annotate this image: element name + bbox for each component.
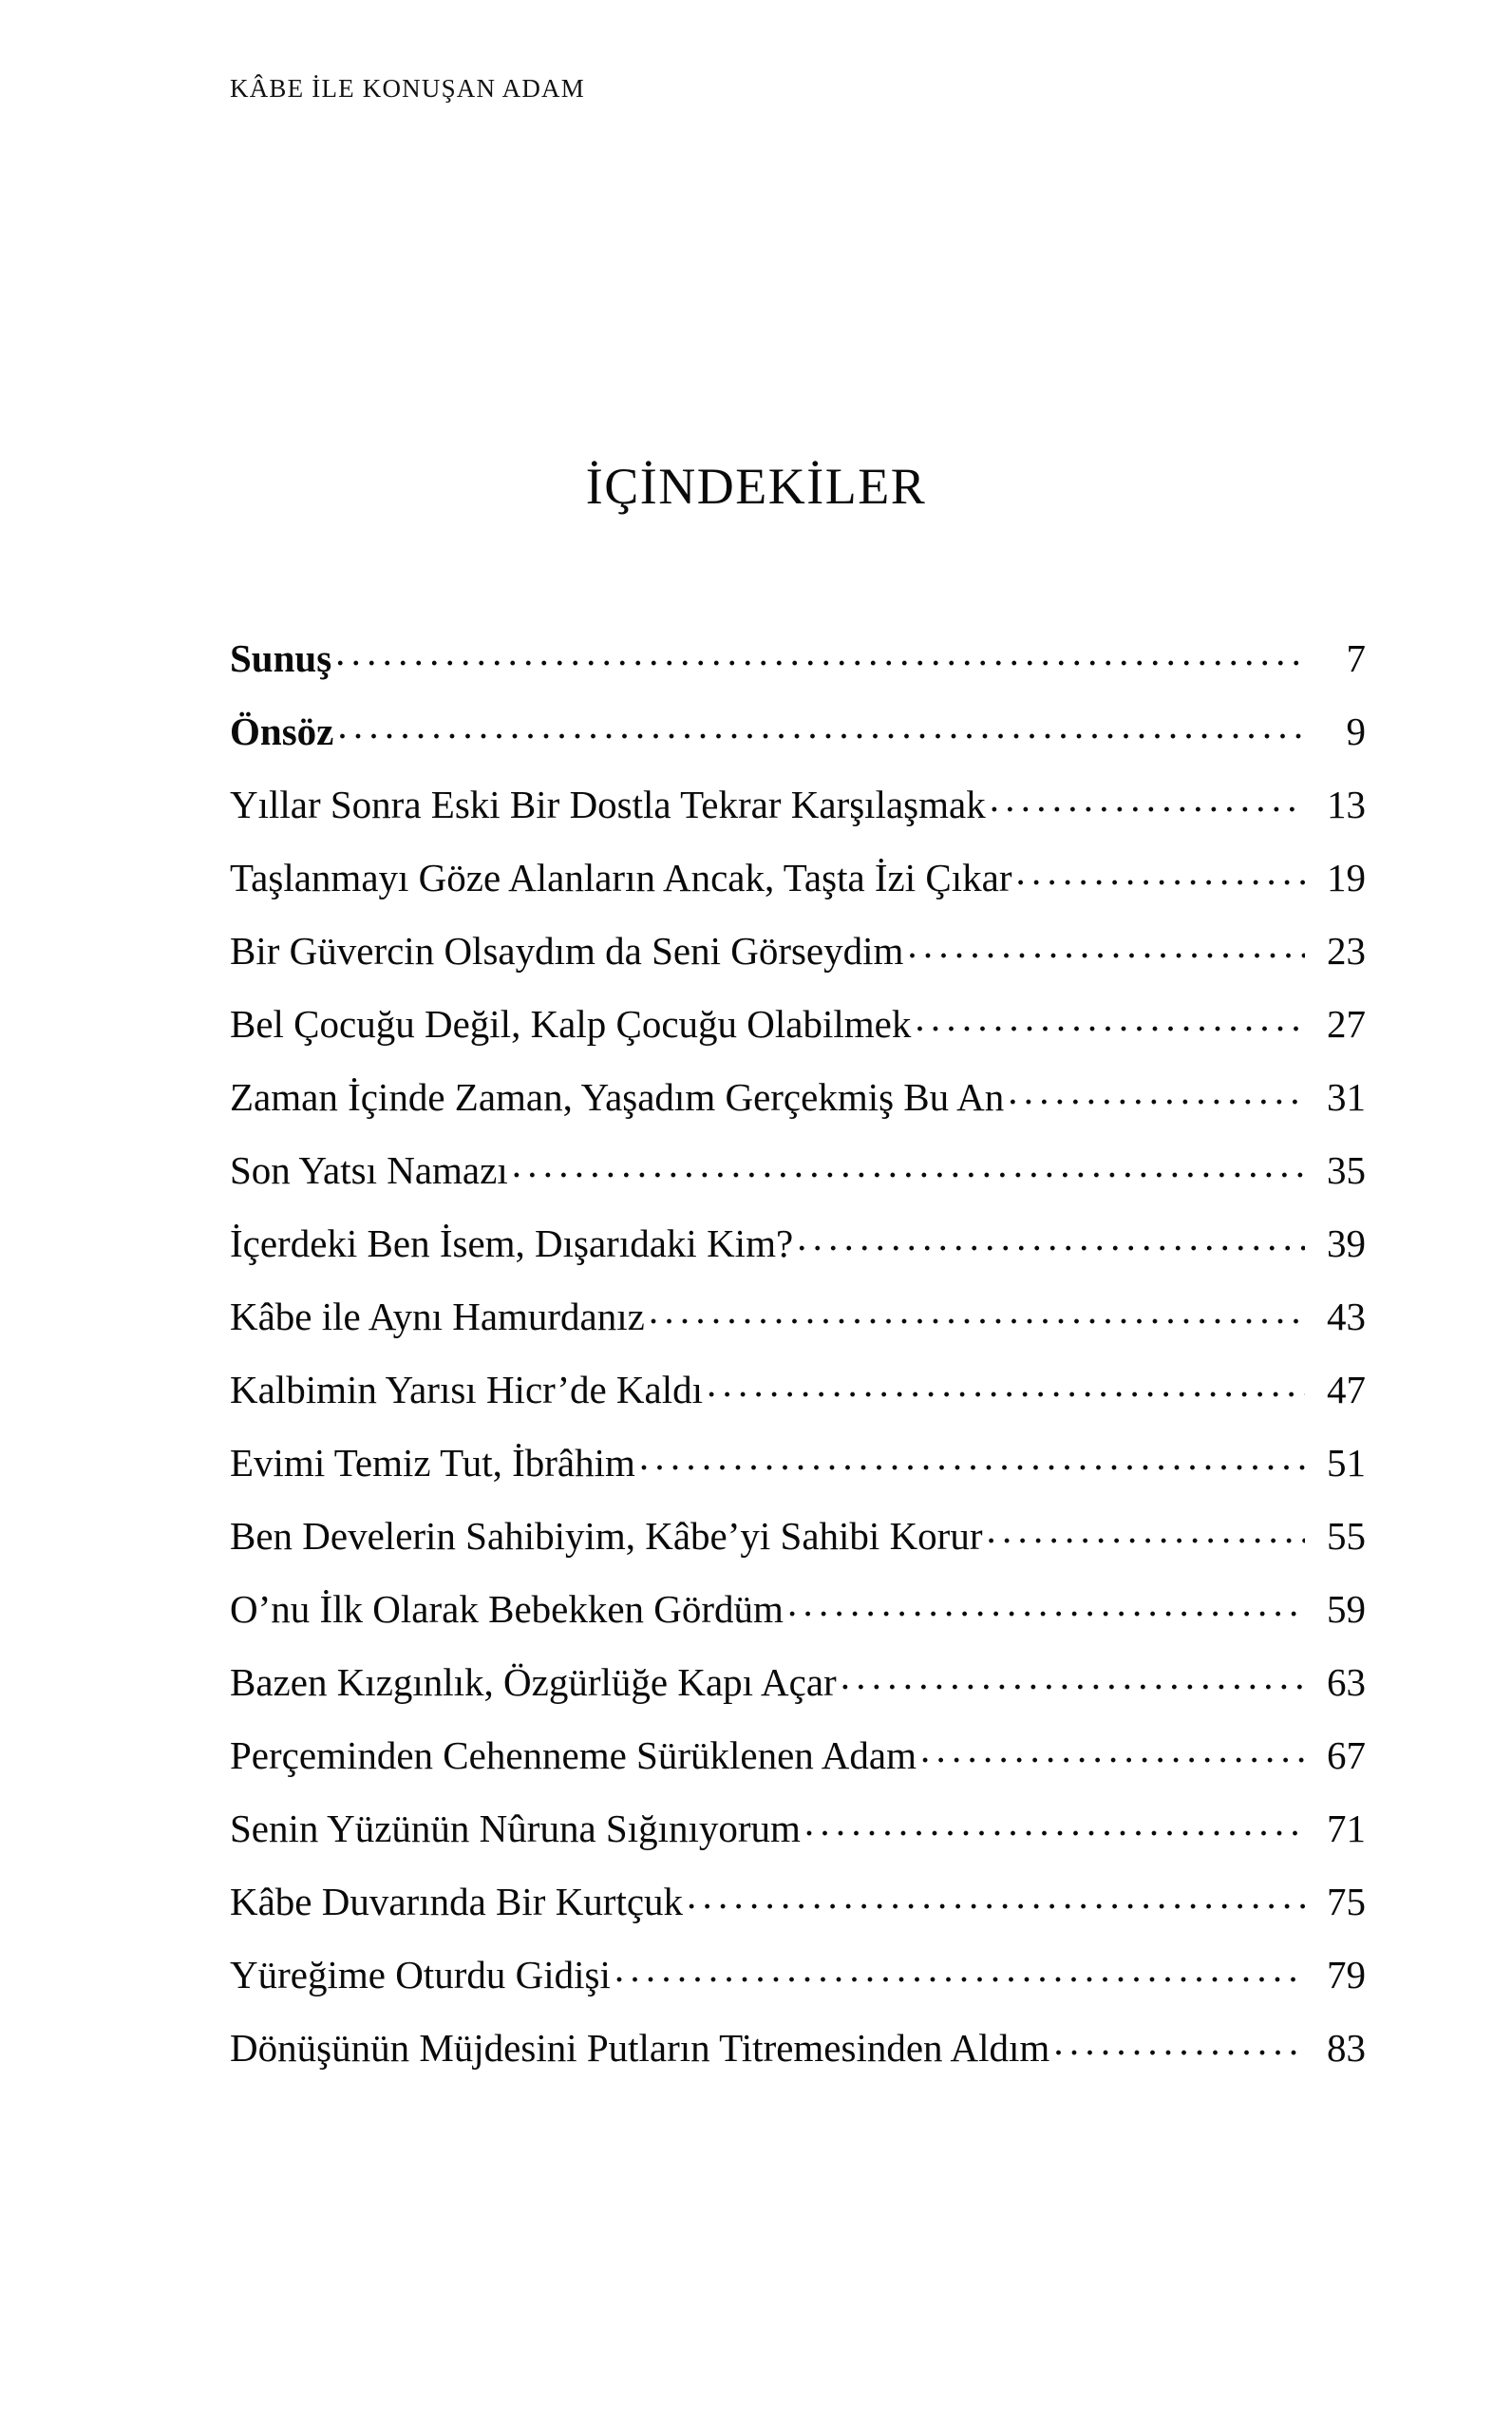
toc-entry-page-number: 39 [1327, 1221, 1366, 1265]
toc-entry-label: Son Yatsı Namazı [230, 1148, 508, 1192]
toc-dot-leader [907, 925, 1305, 964]
toc-entry-page-number: 83 [1327, 2026, 1366, 2070]
toc-dot-leader [1015, 852, 1305, 891]
toc-entry-label: İçerdeki Ben İsem, Dışarıdaki Kim? [230, 1221, 794, 1265]
toc-entry[interactable] [230, 695, 1366, 768]
toc-entry[interactable] [230, 1719, 1366, 1792]
toc-entry[interactable] [230, 1134, 1366, 1207]
toc-entry-label: Bir Güvercin Olsaydım da Seni Görseydim [230, 929, 904, 973]
toc-entry-label: Önsöz [230, 710, 334, 753]
toc-entry-page-number: 7 [1346, 636, 1366, 680]
toc-entry[interactable] [230, 1939, 1366, 2012]
toc-entry[interactable] [230, 842, 1366, 915]
toc-dot-leader [797, 1218, 1305, 1257]
toc-entry-label: Kâbe ile Aynı Hamurdanız [230, 1295, 645, 1338]
toc-dot-leader [1008, 1071, 1305, 1110]
toc-entry[interactable] [230, 1427, 1366, 1500]
toc-entry[interactable] [230, 1500, 1366, 1573]
toc-entry[interactable] [230, 1280, 1366, 1353]
toc-entry-page-number: 67 [1327, 1733, 1366, 1777]
toc-entry-page-number: 31 [1327, 1075, 1366, 1119]
toc-dot-leader [335, 633, 1305, 672]
toc-entry[interactable] [230, 1646, 1366, 1719]
toc-dot-leader [707, 1364, 1305, 1403]
toc-entry-page-number: 55 [1327, 1514, 1366, 1558]
toc-entry-page-number: 79 [1327, 1953, 1366, 1996]
toc-entry-label: Yüreğime Oturdu Gidişi [230, 1953, 611, 1996]
toc-entry[interactable] [230, 1865, 1366, 1939]
toc-entry[interactable] [230, 915, 1366, 988]
toc-entry-label: Yıllar Sonra Eski Bir Dostla Tekrar Karşılaşmak [230, 783, 986, 826]
toc-entry-page-number: 59 [1327, 1587, 1366, 1631]
toc-entry-page-number: 19 [1327, 856, 1366, 899]
running-header: KÂBE İLE KONUŞAN ADAM [230, 74, 585, 103]
toc-entry-label: Evimi Temiz Tut, İbrâhim [230, 1441, 635, 1485]
toc-entry-label: Sunuş [230, 636, 332, 680]
toc-entry[interactable] [230, 1353, 1366, 1427]
toc-entry-label: O’nu İlk Olarak Bebekken Gördüm [230, 1587, 784, 1631]
toc-entry-label: Dönüşünün Müjdesini Putların Titremesinden Aldım [230, 2026, 1050, 2070]
toc-entry-page-number: 71 [1327, 1807, 1366, 1850]
toc-dot-leader [920, 1730, 1305, 1769]
toc-entry-label: Kâbe Duvarında Bir Kurtçuk [230, 1880, 684, 1923]
toc-dot-leader [804, 1803, 1305, 1842]
page-title: İÇİNDEKİLER [585, 458, 927, 515]
toc-entry-page-number: 47 [1327, 1368, 1366, 1411]
toc-entry-label: Bazen Kızgınlık, Özgürlüğe Kapı Açar [230, 1660, 837, 1704]
toc-entry-page-number: 51 [1327, 1441, 1366, 1485]
toc-entry[interactable] [230, 1207, 1366, 1280]
toc-entry-label: Zaman İçinde Zaman, Yaşadım Gerçekmiş Bu An [230, 1075, 1005, 1119]
toc-entry-label: Bel Çocuğu Değil, Kalp Çocuğu Olabilmek [230, 1002, 912, 1046]
toc-dot-leader [687, 1876, 1305, 1915]
toc-entry-page-number: 75 [1327, 1880, 1366, 1923]
toc-entry[interactable] [230, 1061, 1366, 1134]
toc-entry-page-number: 35 [1327, 1148, 1366, 1192]
toc-entry-label: Senin Yüzünün Nûruna Sığınıyorum [230, 1807, 801, 1850]
toc-entry-page-number: 27 [1327, 1002, 1366, 1046]
toc-entry-label: Kalbimin Yarısı Hicr’de Kaldı [230, 1368, 704, 1411]
toc-entry-page-number: 9 [1346, 710, 1366, 753]
toc-dot-leader [639, 1437, 1305, 1476]
toc-dot-leader [337, 706, 1305, 745]
toc-entry-label: Ben Develerin Sahibiyim, Kâbe’yi Sahibi Korur [230, 1514, 983, 1558]
toc-entry[interactable] [230, 988, 1366, 1061]
toc-dot-leader [915, 998, 1305, 1037]
toc-entry-page-number: 13 [1327, 783, 1366, 826]
toc-dot-leader [841, 1656, 1305, 1695]
toc-dot-leader [1053, 2022, 1305, 2061]
toc-dot-leader [990, 779, 1305, 818]
toc-list [230, 622, 1366, 2085]
toc-entry-label: Perçeminden Cehenneme Sürüklenen Adam [230, 1733, 917, 1777]
toc-entry[interactable] [230, 768, 1366, 842]
toc-entry[interactable] [230, 622, 1366, 695]
toc-dot-leader [512, 1145, 1305, 1183]
toc-dot-leader [649, 1291, 1305, 1330]
toc-dot-leader [987, 1510, 1306, 1549]
toc-entry-page-number: 43 [1327, 1295, 1366, 1338]
toc-entry[interactable] [230, 1792, 1366, 1865]
toc-dot-leader [614, 1949, 1305, 1988]
toc-entry[interactable] [230, 2012, 1366, 2085]
toc-entry[interactable] [230, 1573, 1366, 1646]
toc-entry-page-number: 63 [1327, 1660, 1366, 1704]
toc-entry-page-number: 23 [1327, 929, 1366, 973]
toc-entry-label: Taşlanmayı Göze Alanların Ancak, Taşta İzi Çıkar [230, 856, 1012, 899]
toc-dot-leader [787, 1583, 1305, 1622]
